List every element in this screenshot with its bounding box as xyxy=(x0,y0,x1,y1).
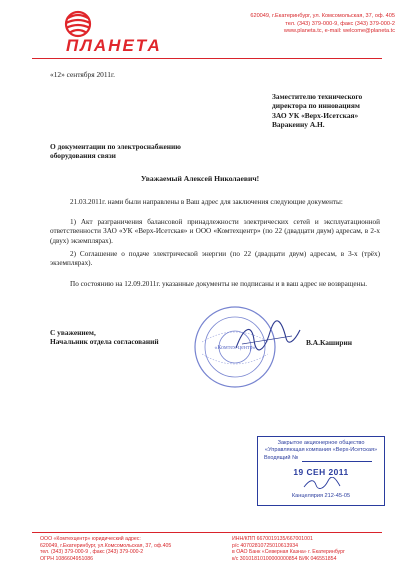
letter-subject xyxy=(50,142,181,161)
signer-title: Начальник отдела согласований xyxy=(50,337,159,347)
letterhead-web: www.planeta.tc, e-mail: welcome@planeta.tc xyxy=(283,28,395,35)
incoming-stamp xyxy=(257,436,385,506)
letterhead-contacts xyxy=(230,13,395,36)
planeta-logo-emblem xyxy=(66,12,90,36)
stamp-date: 19 СЕН 2011 xyxy=(293,467,349,477)
stamp-incoming-label: Входящий № xyxy=(264,455,299,461)
footer-left xyxy=(40,536,215,562)
subject-line: О документации по электроснабжению xyxy=(50,142,181,151)
letter-date: «12» сентября 2011г. xyxy=(50,70,116,79)
footer-line: к/с 30101810100000000854 БИК 046551854 xyxy=(232,555,337,562)
stamp-number-line xyxy=(302,461,372,462)
footer-line: тел. (343) 379-000-9 , факс (343) 379-000-2 xyxy=(40,549,144,556)
footer-line: ОГРН 1086604951086 xyxy=(40,555,93,562)
body-paragraph: 21.03.2011г. нами были направлены в Ваш адрес для заключения следующие документы: xyxy=(70,198,343,206)
signer-name: В.А.Каширин xyxy=(306,338,353,347)
addressee xyxy=(272,92,362,130)
signature-block xyxy=(50,328,159,347)
letterhead-address: 620049, г.Екатеринбург, ул. Комсомольская, 37, оф. 405 xyxy=(250,13,395,19)
handwritten-signature xyxy=(232,318,304,358)
subject-line: оборудования связи xyxy=(50,151,116,161)
stamp-org-line: Закрытое акционерное общество xyxy=(277,440,365,446)
stamp-org xyxy=(258,440,384,454)
footer-right xyxy=(232,536,387,562)
seal-center-text: «Комтех-центр» xyxy=(214,345,256,351)
body-paragraph: По состоянию на 12.09.2011г. указанные документы не подписаны и в ваш адрес не возвращены. xyxy=(70,280,368,288)
footer-line: 620049, г.Екатеринбург, ул.Комсомольская, 37, оф.405 xyxy=(40,542,172,549)
addressee-line: Заместителю технического xyxy=(272,92,363,101)
addressee-line: ЗАО УК «Верх-Исетская» xyxy=(272,110,359,120)
letterhead-phones: тел. (343) 379-000-9, факс (343) 379-000-2 xyxy=(285,20,395,27)
footer-line: ИНН/КПП 6670019135/667001001 xyxy=(232,536,313,542)
footer-line: р/с 40702810725010613934 xyxy=(232,542,299,549)
footer-line: ООО «Комтехцентр» юридический адрес: xyxy=(40,536,141,542)
stamp-office: Канцелярия 212-45-05 xyxy=(291,493,351,499)
brand-name: ПЛАНЕТА xyxy=(66,36,162,55)
footer-line: в ОАО Банк «Северная Казна» г. Екатеринбург xyxy=(232,549,345,556)
addressee-line: директора по инновациям xyxy=(272,101,360,111)
stamp-initials xyxy=(302,477,342,491)
closing-phrase: С уважением, xyxy=(50,328,96,337)
header-divider xyxy=(32,58,382,59)
addressee-line: Варакеину А.Н. xyxy=(272,120,325,130)
footer-divider xyxy=(32,532,382,533)
body-paragraph: 2) Соглашение о подаче электрической энергии (по 22 (двадцати двум) адресам, в 3-х (трёх) экземплярах). xyxy=(50,250,380,268)
stamp-org-line: «Управляющая компания «Верх-Исетская» xyxy=(264,446,378,453)
greeting: Уважаемый Алексей Николаевич! xyxy=(140,174,260,183)
body-paragraph: 1) Акт разграничения балансовой принадлежности электрических сетей и эксплуатационной ответственности ЗАО «УК «Верх-Исетская» и ООО «Комтехцентр» (по 22 (двадцати двум) адресам, в 2-х (двух) экземплярах). xyxy=(50,218,380,245)
